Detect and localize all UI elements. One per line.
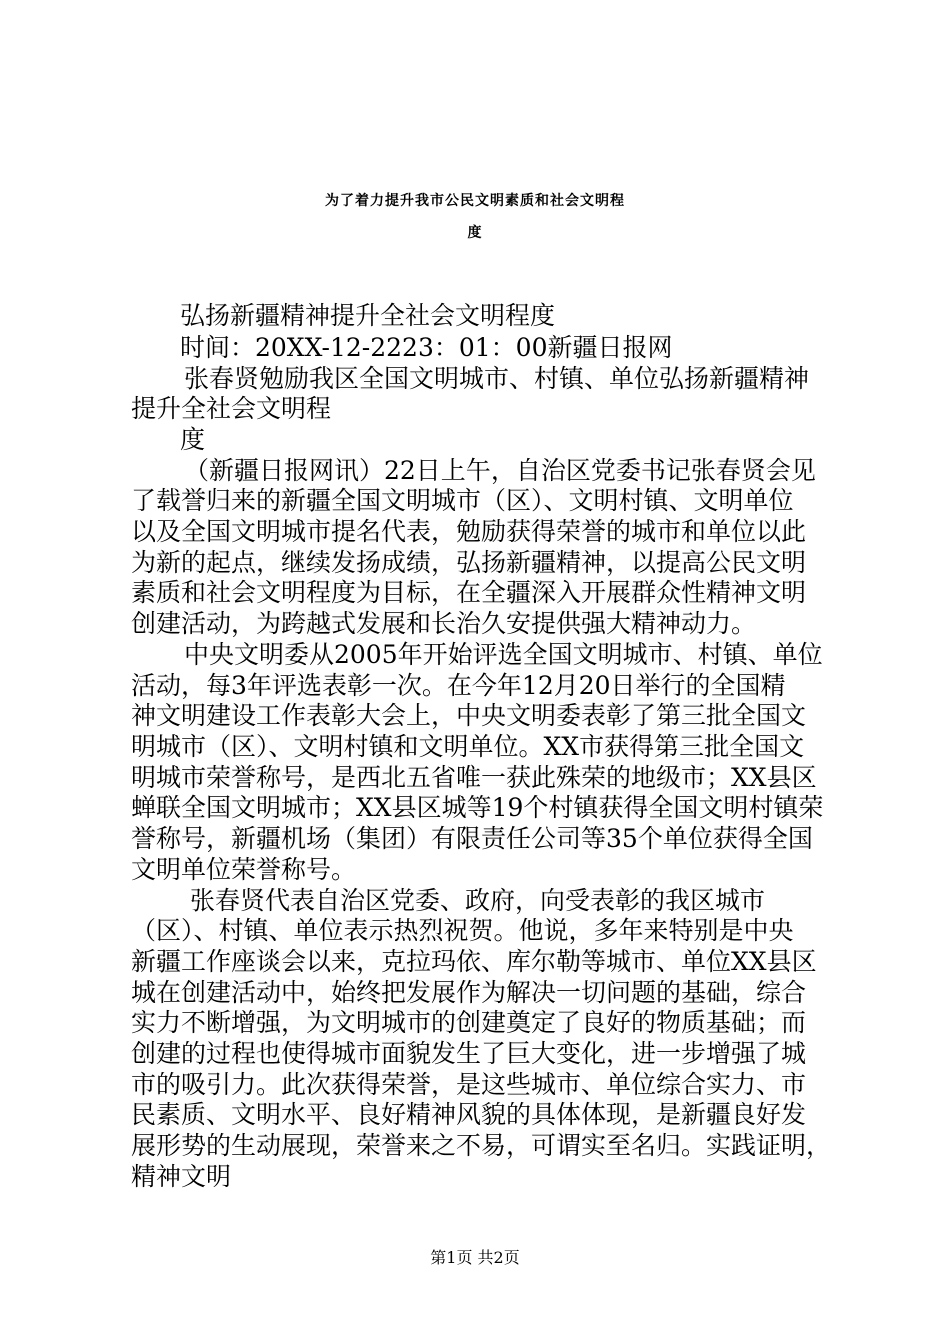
document-title-line-2: 度 <box>467 225 483 241</box>
subtitle: 弘扬新疆精神提升全社会文明程度 <box>180 301 556 330</box>
paragraph-1-line: 创建活动，为跨越式发展和长治久安提供强大精神动力。 <box>131 609 757 638</box>
paragraph-2-line: 誉称号，新疆机场（集团）有限责任公司等35个单位获得全国 <box>131 824 813 853</box>
headline-line-2: 提升全社会文明程 <box>131 394 332 423</box>
headline-line-1: 张春贤勉励我区全国文明城市、村镇、单位弘扬新疆精神 <box>184 364 810 393</box>
paragraph-3-line: 精神文明 <box>131 1162 232 1191</box>
paragraph-2-line: 明城市（区）、文明村镇和文明单位。XX市获得第三批全国文 <box>131 732 805 761</box>
paragraph-3-line: 民素质、文明水平、良好精神风貌的具体体现，是新疆良好发 <box>131 1100 807 1129</box>
paragraph-1-line: 以及全国文明城市提名代表，勉励获得荣誉的城市和单位以此 <box>131 517 807 546</box>
publish-meta: 时间：20XX-12-2223：01：00新疆日报网 <box>180 333 673 362</box>
paragraph-3-line: 新疆工作座谈会以来，克拉玛依、库尔勒等城市、单位XX县区 <box>131 947 817 976</box>
paragraph-2-line: 蝉联全国文明城市；XX县区城等19个村镇获得全国文明村镇荣 <box>131 793 824 822</box>
paragraph-2-line: 明城市荣誉称号，是西北五省唯一获此殊荣的地级市；XX县区 <box>131 763 817 792</box>
paragraph-1-line: 为新的起点，继续发扬成绩，弘扬新疆精神，以提高公民文明 <box>131 548 807 577</box>
paragraph-2-line: 文明单位荣誉称号。 <box>131 855 357 884</box>
paragraph-2-line: 神文明建设工作表彰大会上，中央文明委表彰了第三批全国文 <box>131 701 807 730</box>
document-title-line-1: 为了着力提升我市公民文明素质和社会文明程 <box>325 193 625 209</box>
paragraph-3-line: 市的吸引力。此次获得荣誉，是这些城市、单位综合实力、市 <box>131 1070 807 1099</box>
paragraph-1-line: 素质和社会文明程度为目标，在全疆深入开展群众性精神文明 <box>131 578 807 607</box>
paragraph-3-line: 城在创建活动中，始终把发展作为解决一切问题的基础，综合 <box>131 978 807 1007</box>
headline-line-3: 度 <box>180 425 206 454</box>
paragraph-3-line: （区）、村镇、单位表示热烈祝贺。他说，多年来特别是中央 <box>131 916 794 945</box>
paragraph-1-line: （新疆日报网讯）22日上午，自治区党委书记张春贤会见 <box>184 456 816 485</box>
page-number-footer: 第1页 共2页 <box>430 1248 520 1267</box>
paragraph-2-line: 活动，每3年评选表彰一次。在今年12月20日举行的全国精 <box>131 671 786 700</box>
paragraph-1-line: 了载誉归来的新疆全国文明城市（区）、文明村镇、文明单位 <box>131 486 794 515</box>
paragraph-3-line: 创建的过程也使得城市面貌发生了巨大变化，进一步增强了城 <box>131 1039 807 1068</box>
paragraph-3-line: 张春贤代表自治区党委、政府，向受表彰的我区城市 <box>190 886 766 915</box>
paragraph-3-line: 实力不断增强，为文明城市的创建奠定了良好的物质基础；而 <box>131 1008 807 1037</box>
paragraph-3-line: 展形势的生动展现，荣誉来之不易，可谓实至名归。实践证明， <box>131 1131 832 1160</box>
paragraph-2-line: 中央文明委从2005年开始评选全国文明城市、村镇、单位 <box>184 640 823 669</box>
